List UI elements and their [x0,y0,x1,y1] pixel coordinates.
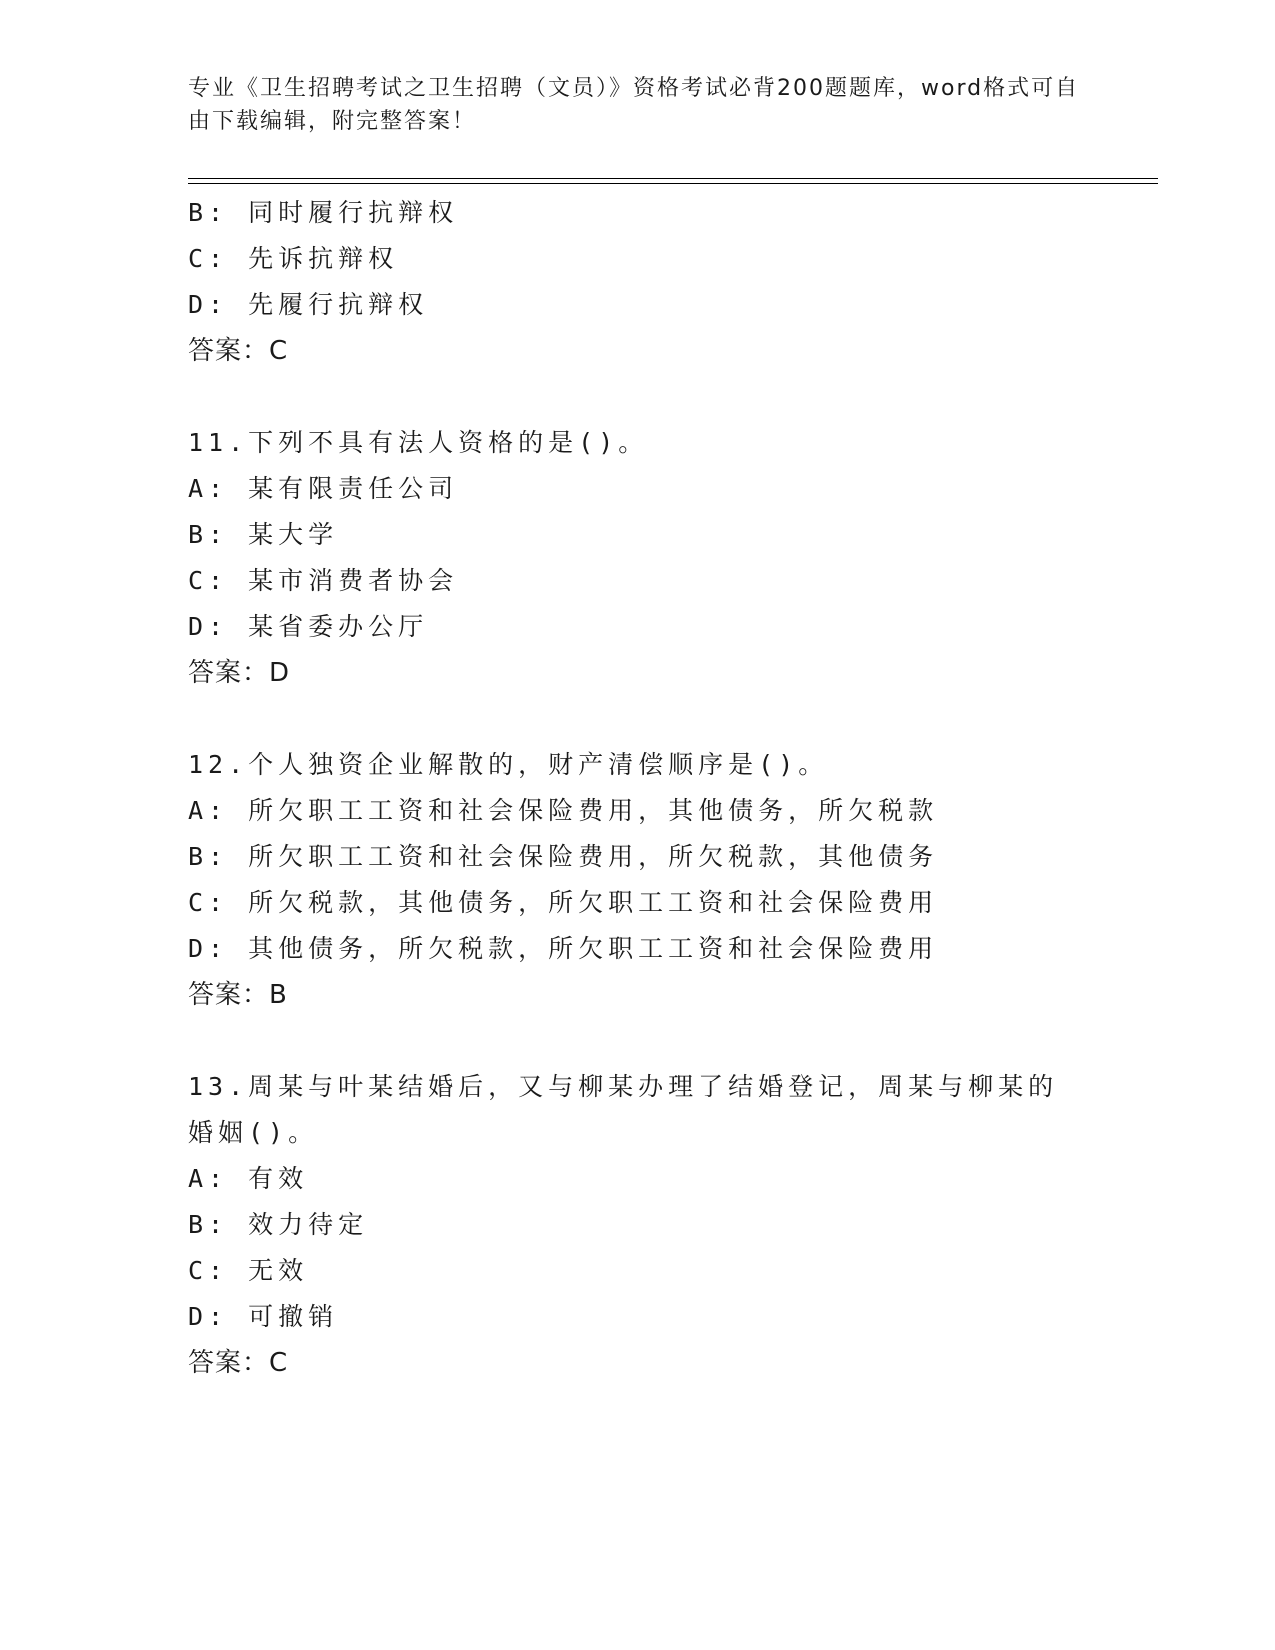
question-12 [188,742,1088,1018]
answer-line: 答案：B [188,980,288,1010]
option-d: D: 可撤销 [188,1302,339,1331]
option-c: C: 先诉抗辩权 [188,244,399,273]
question-stem: 12.个人独资企业解散的，财产清偿顺序是()。 [188,750,829,779]
header-rule-bottom [188,183,1158,184]
option-a: A: 所欠职工工资和社会保险费用，其他债务，所欠税款 [188,796,939,825]
option-a: A: 某有限责任公司 [188,474,459,503]
question-stem: 11.下列不具有法人资格的是()。 [188,428,649,457]
question-11 [188,420,1088,696]
answer-line: 答案：C [188,336,289,366]
header-rule-top [188,178,1158,179]
option-b: B: 效力待定 [188,1210,369,1239]
option-d: D: 某省委办公厅 [188,612,429,641]
question-stem: 13.周某与叶某结婚后，又与柳某办理了结婚登记，周某与柳某的婚姻()。 [188,1072,1059,1147]
continued-question [188,190,1088,374]
option-a: A: 有效 [188,1164,309,1193]
option-c: C: 无效 [188,1256,309,1285]
option-c: C: 所欠税款，其他债务，所欠职工工资和社会保险费用 [188,888,939,917]
option-c: C: 某市消费者协会 [188,566,459,595]
option-d: D: 其他债务，所欠税款，所欠职工工资和社会保险费用 [188,934,939,963]
option-b: B: 某大学 [188,520,339,549]
question-13 [188,1064,1088,1386]
spacer [188,696,1088,742]
document-body [188,190,1088,1386]
option-b: B: 同时履行抗辩权 [188,198,459,227]
answer-line: 答案：C [188,1348,289,1378]
option-b: B: 所欠职工工资和社会保险费用，所欠税款，其他债务 [188,842,939,871]
option-d: D: 先履行抗辩权 [188,290,429,319]
document-header: 专业《卫生招聘考试之卫生招聘（文员）》资格考试必背200题题库，word格式可自由下载编辑，附完整答案！ [188,76,1080,134]
spacer [188,374,1088,420]
spacer [188,1018,1088,1064]
answer-line: 答案：D [188,658,291,688]
